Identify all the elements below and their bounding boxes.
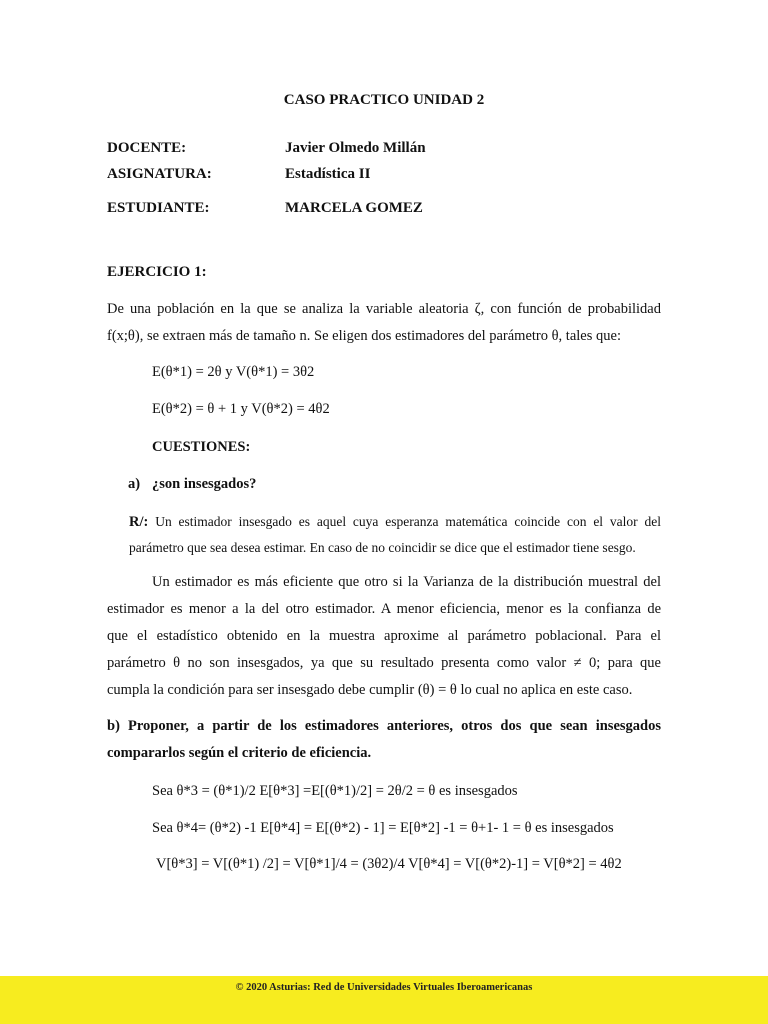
document-title: CASO PRACTICO UNIDAD 2 — [283, 92, 485, 108]
intro-paragraph — [107, 296, 661, 350]
answer-p2-line-3: que el estadístico obtenido en la muestra aproxime al parámetro poblacional. Para el — [107, 628, 661, 644]
student-value: MARCELA GOMEZ — [285, 200, 423, 216]
equation-4: Sea θ*4= (θ*2) -1 E[θ*4] = E[(θ*2) - 1] = E[θ*2] -1 = θ+1- 1 = θ es insesgados — [152, 820, 614, 836]
equation-2: E(θ*2) = θ + 1 y V(θ*2) = 4θ2 — [152, 401, 330, 417]
footer-bar — [0, 976, 768, 1024]
answer-p2-line-5: cumpla la condición para ser insesgado debe cumplir (θ) = θ lo cual no aplica en este caso. — [107, 682, 633, 698]
answer-p2-line-4: parámetro θ no son insesgados, ya que su resultado presenta como valor ≠ 0; para que — [107, 655, 661, 671]
subject-label: ASIGNATURA: — [107, 166, 212, 182]
answer-line-2: parámetro que sea desea estimar. En caso de no coincidir se dice que el estimador tiene sesgo. — [129, 540, 636, 555]
question-a-text: ¿son insesgados? — [152, 476, 257, 492]
student-label: ESTUDIANTE: — [107, 200, 210, 216]
question-b-line-2: compararlos según el criterio de eficiencia. — [107, 745, 372, 761]
footer-copyright: © 2020 Asturias: Red de Universidades Virtuales Iberoamericanas — [235, 982, 533, 993]
exercise-heading: EJERCICIO 1: — [107, 264, 207, 280]
question-a-marker: a) — [128, 476, 141, 492]
answer-p2-line-1: Un estimador es más eficiente que otro si la Varianza de la distribución muestral del — [152, 574, 661, 590]
questions-heading: CUESTIONES: — [152, 439, 251, 455]
answer-line-1-text: Un estimador insesgado es aquel cuya esperanza matemática coincide con el valor del — [148, 514, 661, 529]
answer-marker: R/: — [129, 514, 149, 530]
answer-p2-line-2: estimador es menor a la del otro estimador. A menor eficiencia, menor es la confianza de — [107, 601, 661, 617]
question-b-paragraph — [107, 713, 661, 767]
intro-line-1: De una población en la que se analiza la variable aleatoria ζ, con función de probabilidad — [107, 301, 661, 317]
equation-5: V[θ*3] = V[(θ*1) /2] = V[θ*1]/4 = (3θ2)/4 V[θ*4] = V[(θ*2)-1] = V[θ*2] = 4θ2 — [156, 856, 622, 872]
teacher-value: Javier Olmedo Millán — [285, 140, 426, 156]
answer-paragraph-1 — [129, 509, 661, 560]
intro-line-2: f(x;θ), se extraen más de tamaño n. Se eligen dos estimadores del parámetro θ, tales que: — [107, 328, 621, 344]
answer-line-1 — [129, 509, 661, 535]
equation-1: E(θ*1) = 2θ y V(θ*1) = 3θ2 — [152, 364, 315, 380]
answer-paragraph-2 — [107, 569, 661, 704]
question-b-line-1: b) Proponer, a partir de los estimadores anteriores, otros dos que sean insesgados — [107, 718, 661, 734]
teacher-label: DOCENTE: — [107, 140, 187, 156]
subject-value: Estadística II — [285, 166, 371, 182]
equation-3: Sea θ*3 = (θ*1)/2 E[θ*3] =E[(θ*1)/2] = 2θ/2 = θ es insesgados — [152, 783, 518, 799]
